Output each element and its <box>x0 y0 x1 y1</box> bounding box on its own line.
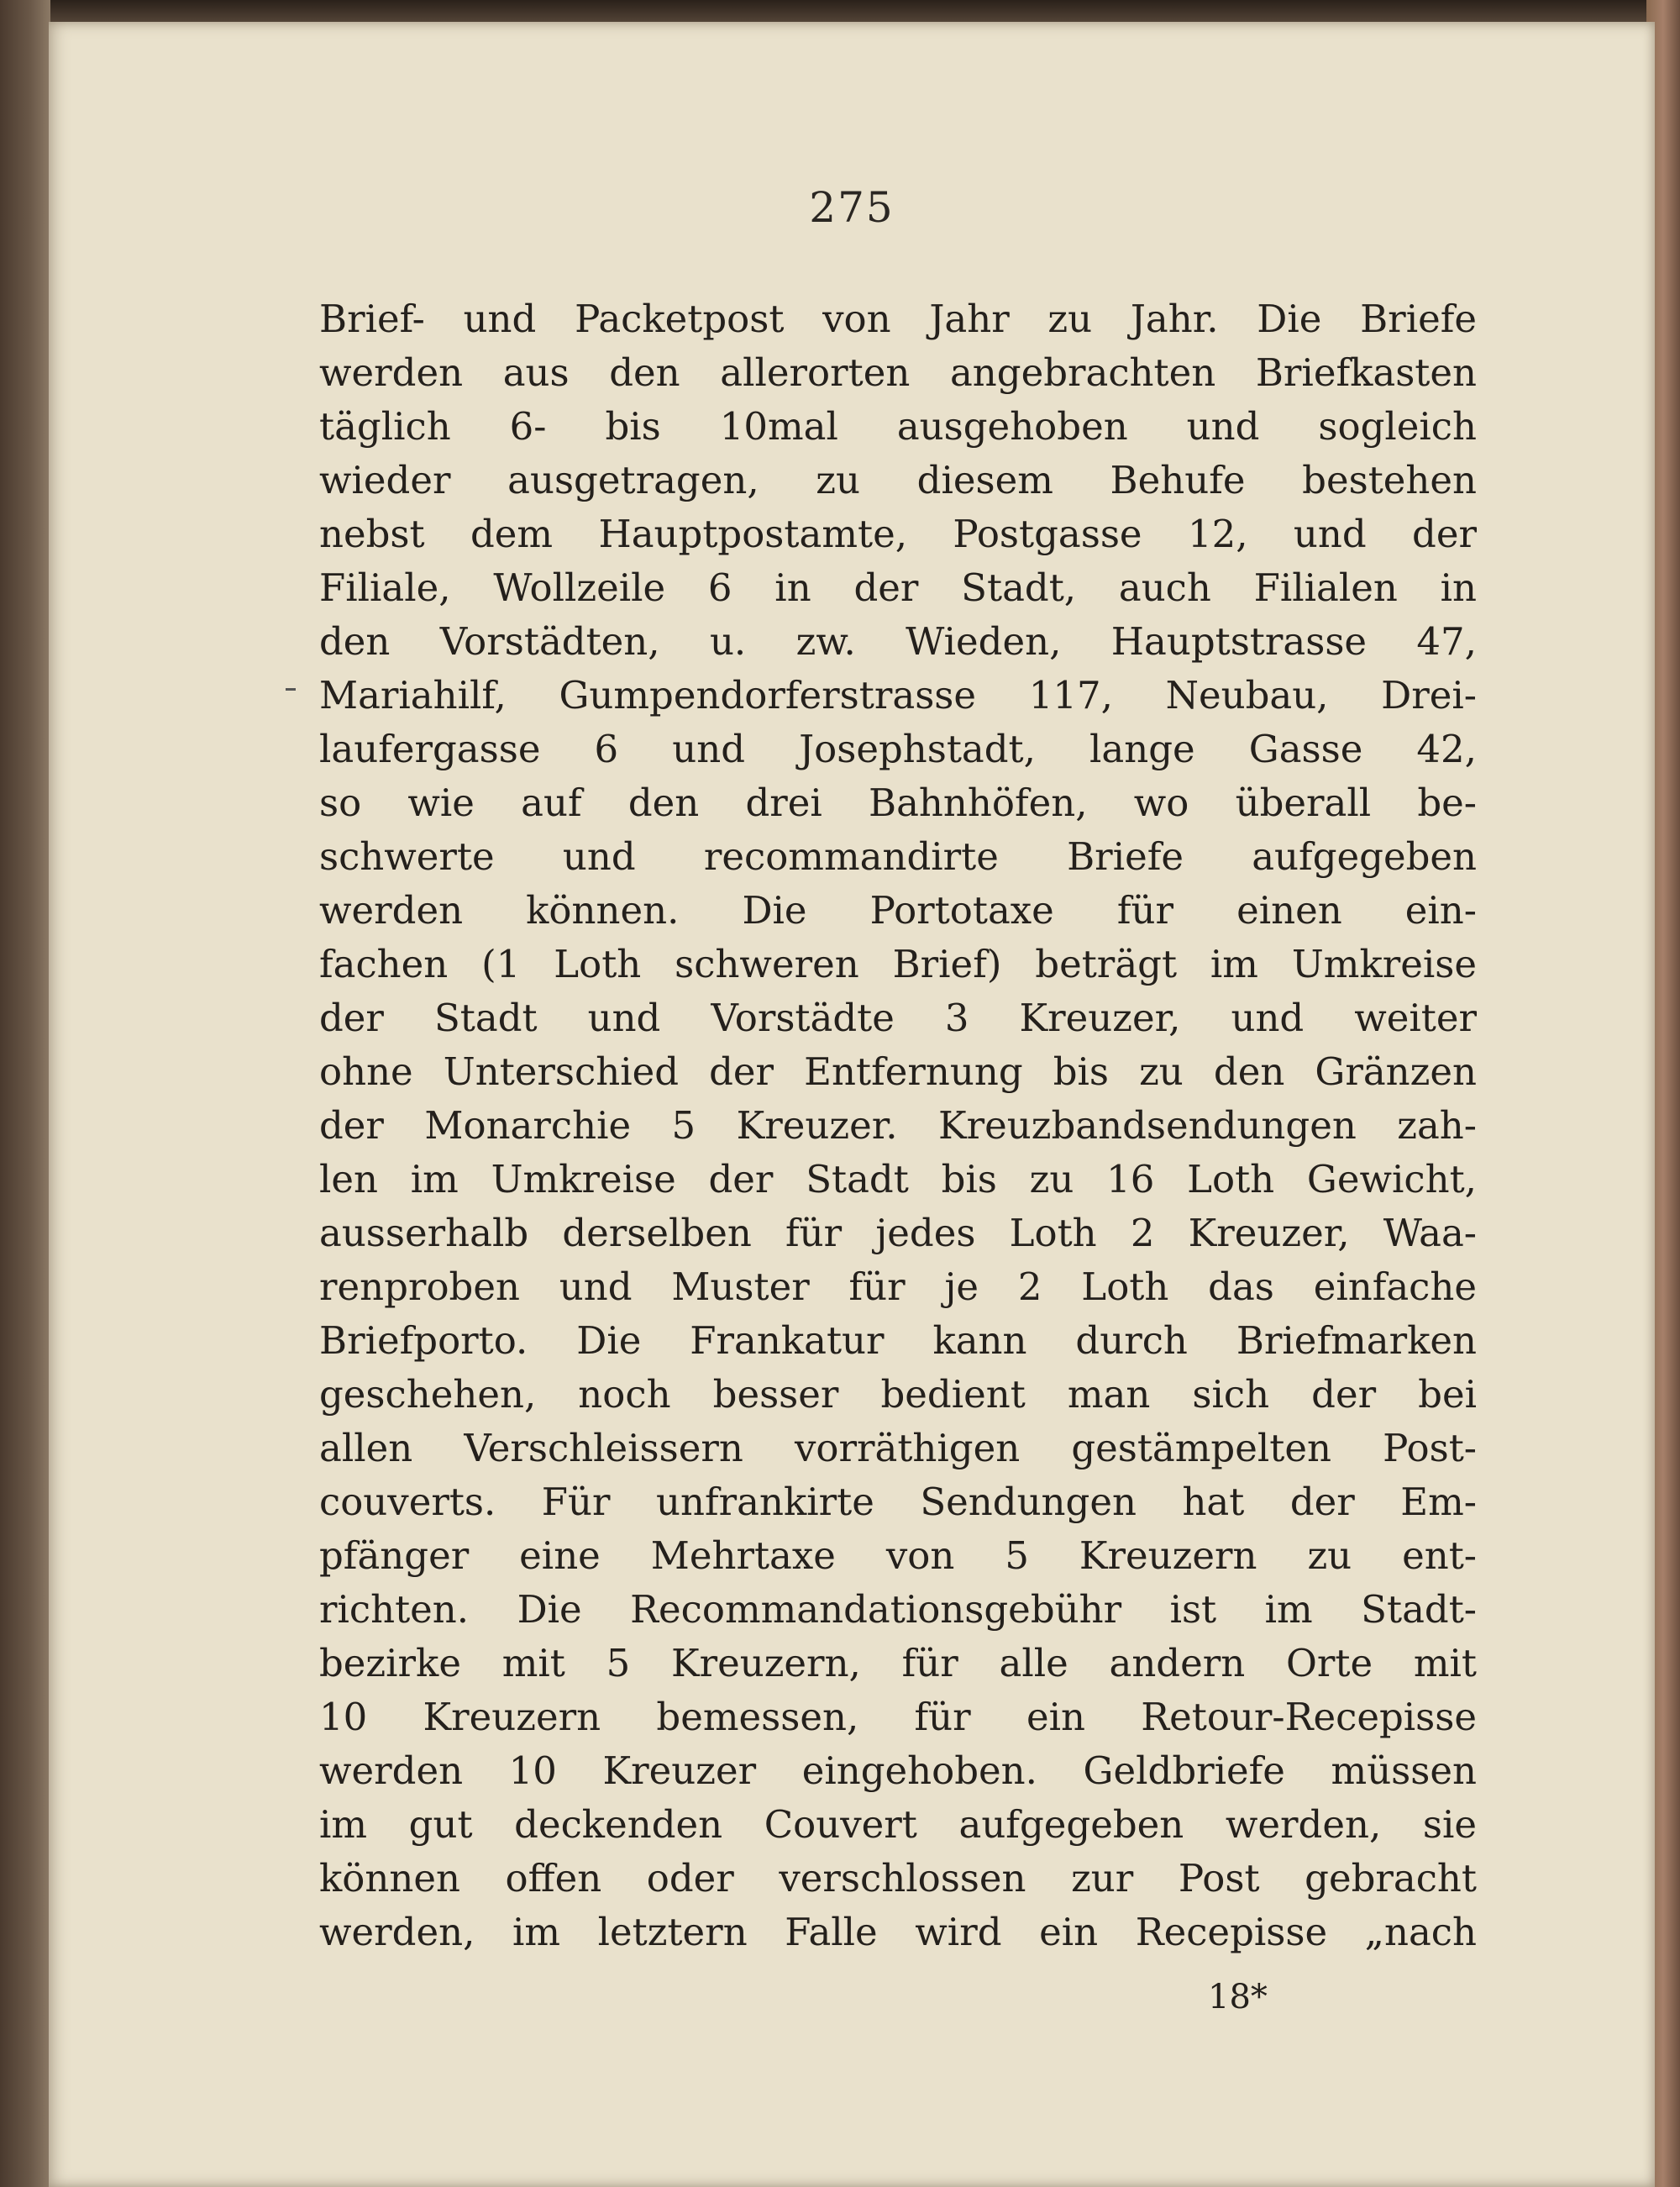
text-line: Filiale, Wollzeile 6 in der Stadt, auch Filialen in <box>319 565 1477 610</box>
text-line: ohne Unterschied der Entfernung bis zu den Gränzen <box>319 1049 1477 1094</box>
text-line: 10 Kreuzern bemessen, für ein Retour-Recepisse <box>319 1695 1477 1739</box>
margin-mark <box>286 688 296 691</box>
text-line: allen Verschleissern vorräthigen gestämpelten Post- <box>319 1426 1477 1470</box>
text-line: renproben und Muster für je 2 Loth das einfache <box>319 1264 1477 1309</box>
text-line: werden 10 Kreuzer eingehoben. Geldbriefe müssen <box>319 1748 1477 1793</box>
text-line: geschehen, noch besser bedient man sich der bei <box>319 1372 1477 1417</box>
page-number: 275 <box>809 183 895 232</box>
text-line: den Vorstädten, u. zw. Wieden, Hauptstrasse 47, <box>319 619 1477 664</box>
text-line: werden können. Die Portotaxe für einen ein- <box>319 888 1477 933</box>
text-line: schwerte und recommandirte Briefe aufgegeben <box>319 834 1477 879</box>
text-line: so wie auf den drei Bahnhöfen, wo überall be- <box>319 781 1477 825</box>
text-line: couverts. Für unfrankirte Sendungen hat der Em- <box>319 1480 1477 1524</box>
text-line: len im Umkreise der Stadt bis zu 16 Loth Gewicht, <box>319 1157 1477 1201</box>
text-line: täglich 6- bis 10mal ausgehoben und sogleich <box>319 404 1477 449</box>
text-line: fachen (1 Loth schweren Brief) beträgt im Umkreise <box>319 942 1477 986</box>
text-line: werden aus den allerorten angebrachten Briefkasten <box>319 350 1477 395</box>
text-line: Brief- und Packetpost von Jahr zu Jahr. Die Briefe <box>319 297 1477 341</box>
book-edge-left <box>0 0 50 2187</box>
text-line: im gut deckenden Couvert aufgegeben werden, sie <box>319 1802 1477 1847</box>
text-line: der Stadt und Vorstädte 3 Kreuzer, und weiter <box>319 996 1477 1040</box>
text-line: Mariahilf, Gumpendorferstrasse 117, Neubau, Drei- <box>319 673 1477 718</box>
text-line: Briefporto. Die Frankatur kann durch Briefmarken <box>319 1318 1477 1363</box>
text-line: richten. Die Recommandationsgebühr ist im Stadt- <box>319 1587 1477 1632</box>
text-line: laufergasse 6 und Josephstadt, lange Gasse 42, <box>319 727 1477 771</box>
text-line: wieder ausgetragen, zu diesem Behufe bestehen <box>319 458 1477 502</box>
text-line: ausserhalb derselben für jedes Loth 2 Kreuzer, Waa- <box>319 1211 1477 1255</box>
signature-mark: 18* <box>1208 1978 1268 2016</box>
text-line: bezirke mit 5 Kreuzern, für alle andern Orte mit <box>319 1641 1477 1685</box>
text-line: werden, im letztern Falle wird ein Recepisse „nach <box>319 1910 1477 1954</box>
text-line: pfänger eine Mehrtaxe von 5 Kreuzern zu ent- <box>319 1533 1477 1578</box>
text-line: können offen oder verschlossen zur Post gebracht <box>319 1856 1477 1900</box>
text-line: nebst dem Hauptpostamte, Postgasse 12, und der <box>319 512 1477 556</box>
text-line: der Monarchie 5 Kreuzer. Kreuzbandsendungen zah- <box>319 1103 1477 1148</box>
book-page <box>49 22 1655 2187</box>
body-text <box>319 292 1477 1959</box>
